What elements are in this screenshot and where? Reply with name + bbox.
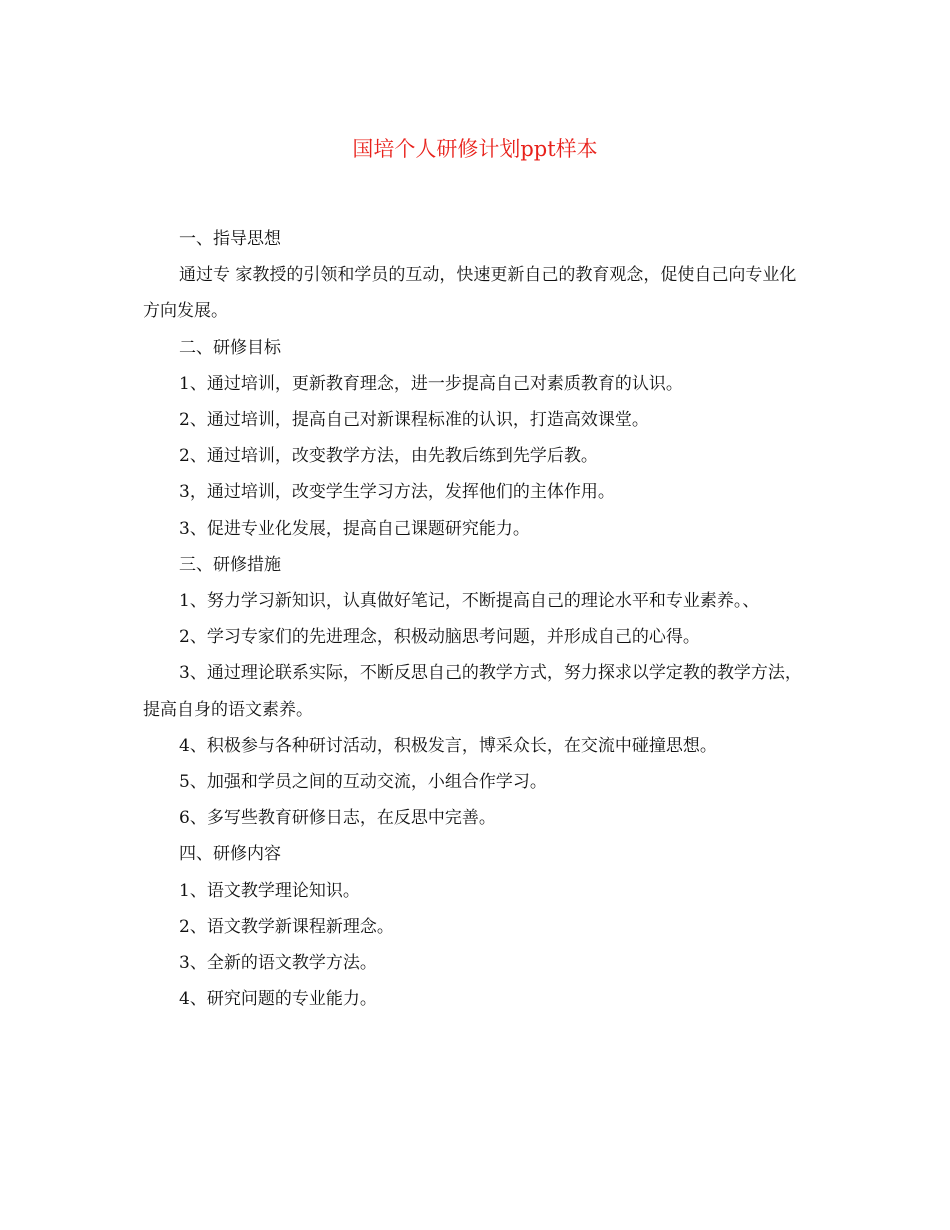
section-heading-research-measures: 三、研修措施 [179, 554, 281, 575]
document-body [143, 221, 807, 1017]
section-heading-research-content: 四、研修内容 [179, 844, 281, 865]
paragraph: 通过专 家教授的引领和学员的互动，快速更新自己的教育观念，促使自己向专业化方向发展。 [143, 265, 797, 322]
list-item: 2、通过培训，改变教学方法，由先教后练到先学后教。 [179, 446, 598, 467]
list-item: 1、努力学习新知识，认真做好笔记，不断提高自己的理论水平和专业素养。、 [179, 591, 760, 612]
list-item: 3，通过培训，改变学生学习方法，发挥他们的主体作用。 [179, 482, 615, 503]
list-item: 1、通过培训，更新教育理念，进一步提高自己对素质教育的认识。 [179, 373, 683, 394]
list-item: 3、全新的语文教学方法。 [179, 953, 377, 974]
section-heading-research-goals: 二、研修目标 [179, 337, 281, 358]
list-item: 5、加强和学员之间的互动交流，小组合作学习。 [179, 772, 547, 793]
list-item: 2、学习专家们的先进理念，积极动脑思考问题，并形成自己的心得。 [179, 627, 700, 648]
list-item: 4、积极参与各种研讨活动，积极发言，博采众长，在交流中碰撞思想。 [179, 735, 717, 756]
list-item: 2、通过培训，提高自己对新课程标准的认识，打造高效课堂。 [179, 410, 649, 431]
list-item: 3、促进专业化发展，提高自己课题研究能力。 [179, 518, 530, 539]
list-item: 4、研究问题的专业能力。 [179, 989, 377, 1010]
document-title: 国培个人研修计划ppt样本 [352, 137, 598, 161]
list-item: 2、语文教学新课程新理念。 [179, 916, 394, 937]
section-heading-guiding-ideology: 一、指导思想 [179, 229, 281, 249]
list-item: 6、多写些教育研修日志，在反思中完善。 [179, 808, 496, 829]
list-item: 1、语文教学理论知识。 [179, 880, 360, 901]
list-item: 3、通过理论联系实际，不断反思自己的教学方式，努力探求以学定教的教学方法，提高自身的语文素养。 [143, 663, 802, 720]
